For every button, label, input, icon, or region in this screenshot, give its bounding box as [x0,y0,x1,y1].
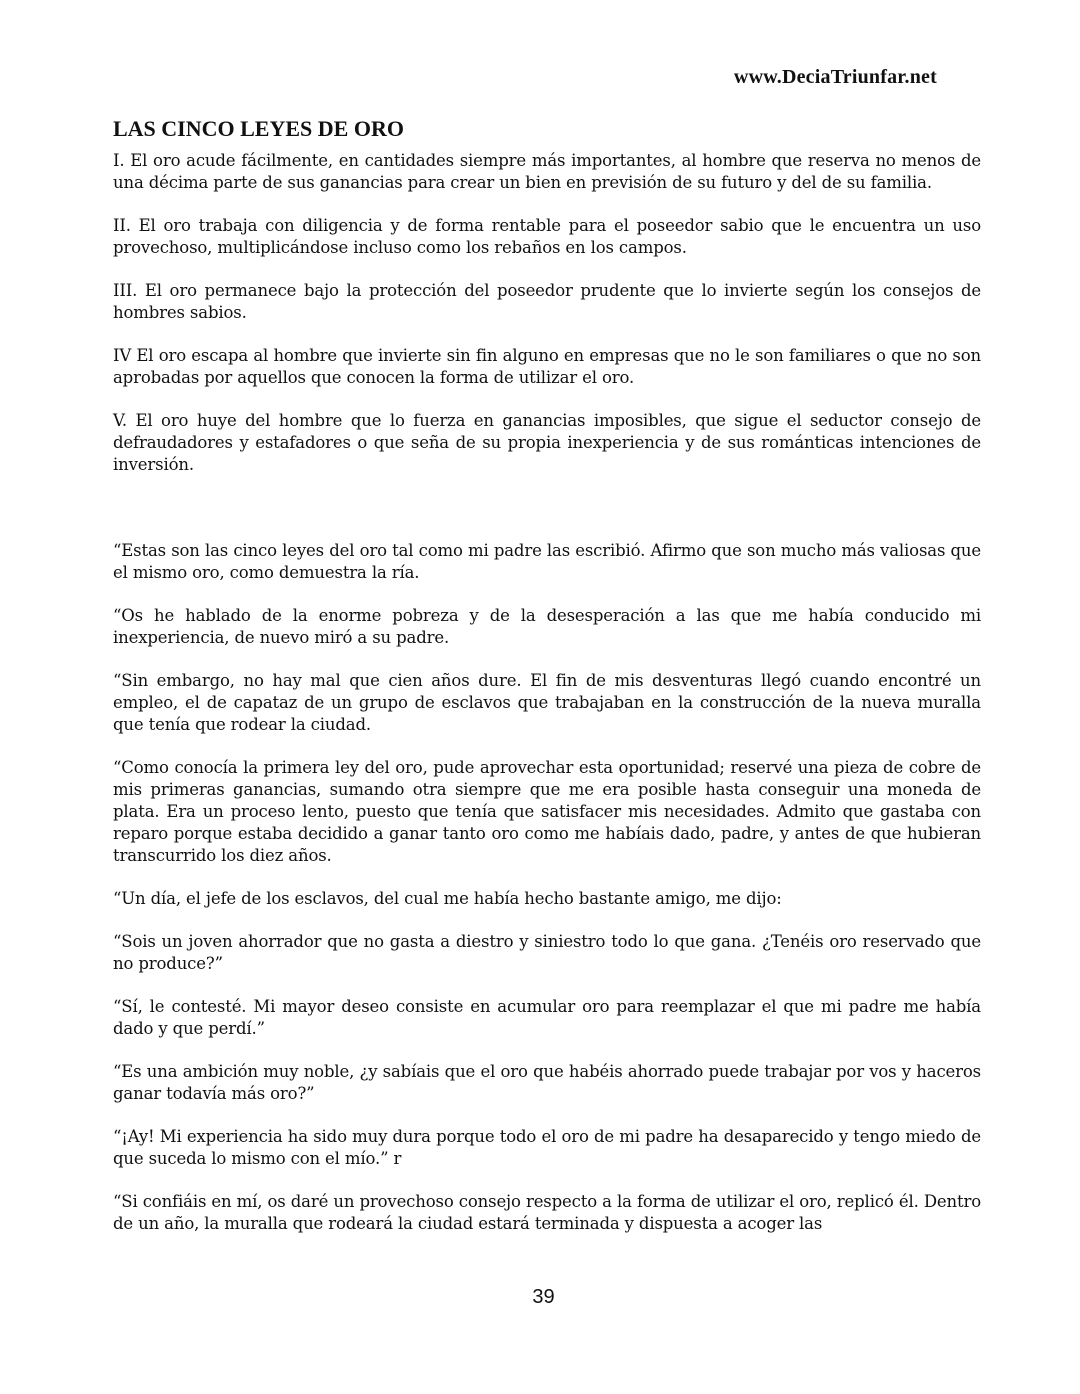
narrative-paragraph: “Es una ambición muy noble, ¿y sabíais que el oro que habéis ahorrado puede trabajar por vos y haceros ganar todavía más oro?” [113,1062,981,1103]
page-content [113,114,981,1256]
law-paragraph: V. El oro huye del hombre que lo fuerza en ganancias imposibles, que sigue el seductor consejo de defraudadores y estafadores o que seña de su propia inexperiencia y de sus románticas intenciones de inversión. [113,411,981,474]
narrative-paragraph: “Como conocía la primera ley del oro, pude aprovechar esta oportunidad; reservé una pieza de cobre de mis primeras ganancias, sumando otra siempre que me era posible hasta conseguir una moneda de plata. Era un proceso lento, puesto que tenía que satisfacer mis necesidades. Admito que gastaba con reparo porque estaba decidido a ganar tanto oro como me habíais dado, padre, y antes de que hubieran transcurrido los diez años. [113,758,981,865]
narrative-paragraph: “¡Ay! Mi experiencia ha sido muy dura porque todo el oro de mi padre ha desaparecido y tengo miedo de que suceda lo mismo con el mío.” r [113,1127,981,1168]
section-title: LAS CINCO LEYES DE ORO [113,116,404,141]
law-paragraph: I. El oro acude fácilmente, en cantidades siempre más importantes, al hombre que reserva no menos de una décima parte de sus ganancias para crear un bien en previsión de su futuro y del de su familia. [113,151,981,192]
site-url: www.DeciaTriunfar.net [733,66,937,88]
narrative-paragraph: “Un día, el jefe de los esclavos, del cual me había hecho bastante amigo, me dijo: [113,889,782,908]
narrative-paragraph: “Estas son las cinco leyes del oro tal como mi padre las escribió. Afirmo que son mucho más valiosas que el mismo oro, como demuestra la ría. [113,541,981,582]
law-paragraph: IV El oro escapa al hombre que invierte sin fin alguno en empresas que no le son familiares o que no son aprobadas por aquellos que conocen la forma de utilizar el oro. [113,346,981,387]
section-spacer [113,497,981,540]
page-number: 39 [532,1286,555,1308]
law-paragraph: III. El oro permanece bajo la protección del poseedor prudente que lo invierte según los consejos de hombres sabios. [113,281,981,322]
narrative-paragraph: “Os he hablado de la enorme pobreza y de la desesperación a las que me había conducido mi inexperiencia, de nuevo miró a su padre. [113,606,981,647]
law-paragraph: II. El oro trabaja con diligencia y de forma rentable para el poseedor sabio que le encuentra un uso provechoso, multiplicándose incluso como los rebaños en los campos. [113,216,981,257]
narrative-paragraph: “Sois un joven ahorrador que no gasta a diestro y siniestro todo lo que gana. ¿Tenéis oro reservado que no produce?” [113,932,981,973]
narrative-paragraph: “Sin embargo, no hay mal que cien años dure. El fin de mis desventuras llegó cuando encontré un empleo, el de capataz de un grupo de esclavos que trabajaban en la construcción de la nueva muralla que tenía que rodear la ciudad. [113,671,981,734]
narrative-paragraph: “Sí, le contesté. Mi mayor deseo consiste en acumular oro para reemplazar el que mi padre me había dado y que perdí.” [113,997,981,1038]
narrative-paragraph: “Si confiáis en mí, os daré un provechoso consejo respecto a la forma de utilizar el oro, replicó él. Dentro de un año, la muralla que rodeará la ciudad estará terminada y dispuesta a acoger las [113,1192,981,1233]
